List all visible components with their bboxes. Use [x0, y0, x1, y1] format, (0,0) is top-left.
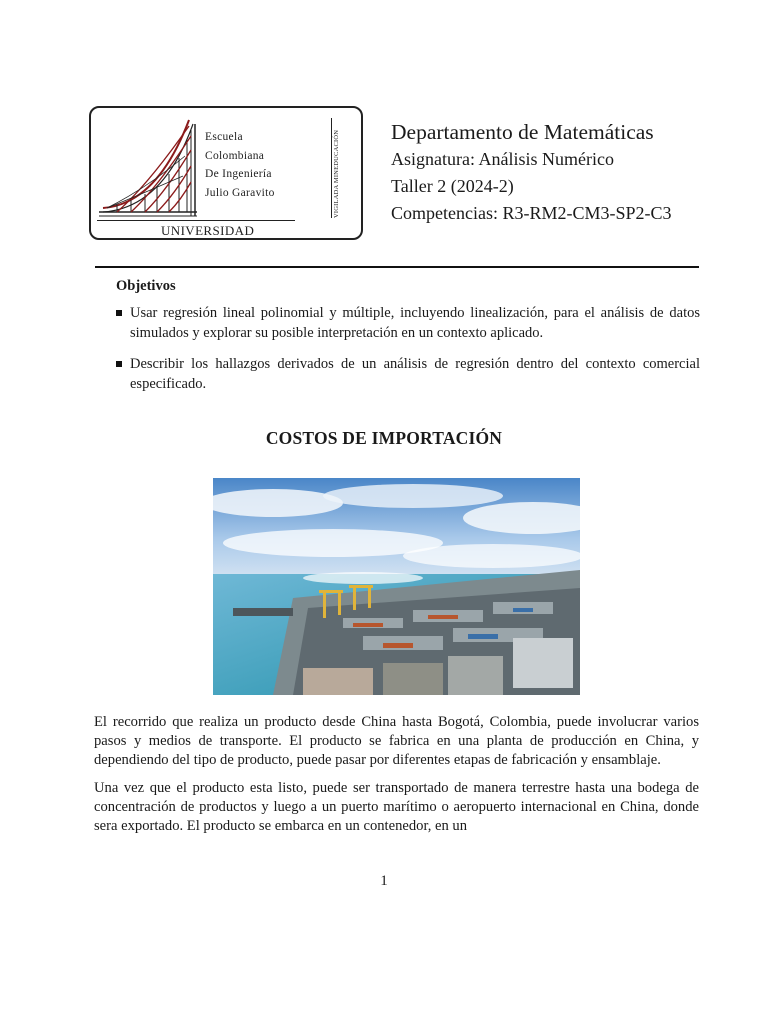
paragraph: El recorrido que realiza un producto desde China hasta Bogotá, Colombia, puede involucrar varios pasos y medios de transporte. El producto se fabrica en una planta de producción en China, y dependiendo del tipo de producto, puede pasar por diferentes etapas de fabricación y ensamblaje. — [94, 714, 699, 769]
section-title: COSTOS DE IMPORTACIÓN — [265, 428, 503, 448]
logo-graphic-icon — [97, 116, 201, 220]
bullet-square-icon — [116, 310, 122, 316]
logo-divider — [97, 220, 295, 221]
logo-line-2: Colombiana — [205, 149, 265, 162]
department-title: Departamento de Matemáticas — [391, 120, 654, 144]
paragraph: Una vez que el producto esta listo, puede ser transportado de manera terrestre hasta una bodega de concentración de productos y luego a un puerto marítimo o aeropuerto internacional en China, donde sera exportado. El producto se embarca en un contenedor, en un — [94, 779, 699, 835]
header-info — [391, 118, 672, 227]
workshop-line: Taller 2 (2024-2) — [391, 176, 514, 196]
page-number: 1 — [380, 873, 388, 889]
objectives-section — [116, 278, 700, 406]
objectives-title: Objetivos — [116, 278, 176, 294]
university-logo — [89, 106, 363, 240]
vigilada-label: VIGILADA MINEDUCACIÓN — [333, 129, 340, 218]
objective-item — [116, 355, 700, 394]
logo-line-3: De Ingeniería — [205, 168, 272, 180]
body-text — [94, 713, 699, 844]
competencies-line: Competencias: R3-RM2-CM3-SP2-C3 — [391, 203, 672, 223]
logo-line-4: Julio Garavito — [205, 186, 275, 199]
objective-text: Describir los hallazgos derivados de un análisis de regresión dentro del contexto comercial especificado. — [130, 356, 700, 392]
port-photo — [213, 478, 580, 695]
header-divider — [95, 266, 699, 268]
logo-line-1: Escuela — [205, 131, 243, 143]
subject-line: Asignatura: Análisis Numérico — [391, 149, 614, 169]
port-image-icon — [213, 478, 580, 695]
objective-item — [116, 304, 700, 343]
objective-text: Usar regresión lineal polinomial y múltiple, incluyendo linealización, para el análisis de datos simulados y explorar su posible interpretación en un contexto aplicado. — [130, 305, 700, 341]
logo-university-label: UNIVERSIDAD — [161, 223, 255, 238]
bullet-square-icon — [116, 361, 122, 367]
logo-name — [205, 128, 275, 202]
